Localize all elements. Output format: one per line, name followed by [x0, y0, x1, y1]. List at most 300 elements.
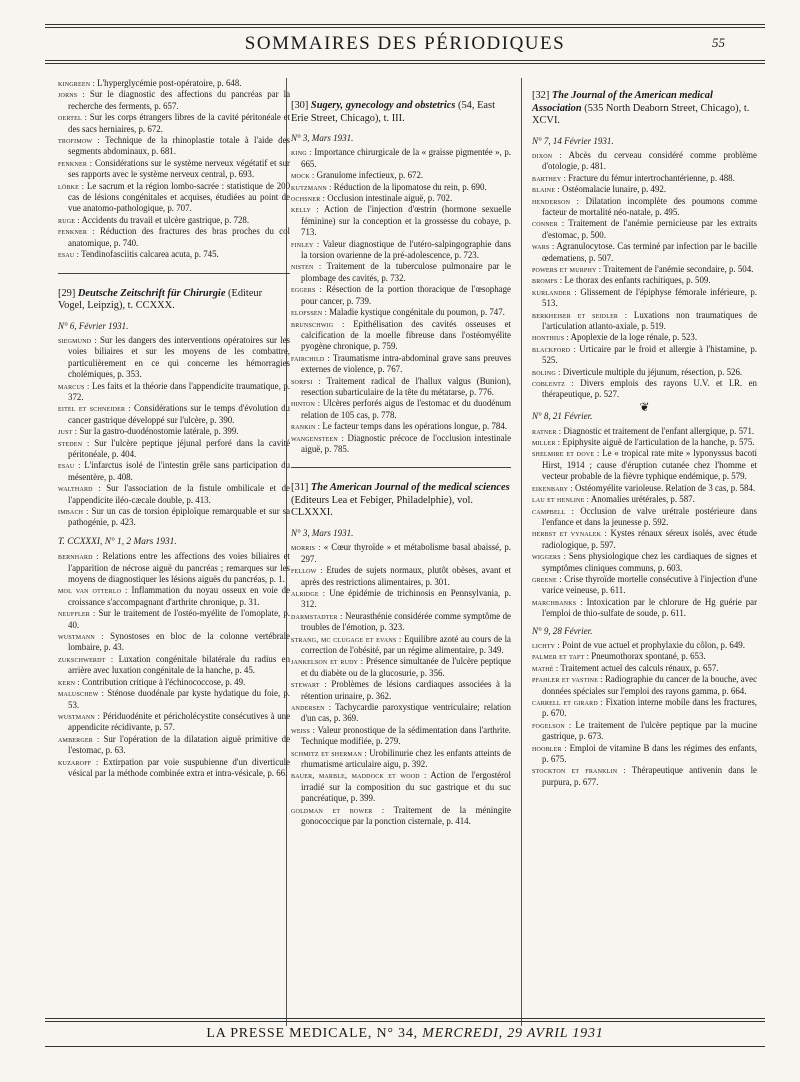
article-entry — [291, 770, 511, 804]
author-name: zukschwerdt : — [58, 654, 114, 664]
author-name: lau et henline : — [532, 495, 590, 505]
author-name: honthius : — [532, 333, 569, 343]
author-name: walthard : — [58, 484, 101, 494]
author-name: maluschew : — [58, 689, 105, 699]
author-name: campbell : — [532, 506, 575, 516]
article-title: Une épidémie de trichinosis en Pennsylvania, p. 312. — [301, 587, 511, 610]
article-title: Abcès du cerveau considéré comme problème d'otologie, p. 481. — [542, 149, 757, 172]
article-entry — [291, 542, 511, 565]
column-2 — [291, 78, 511, 827]
author-name: kern : — [58, 677, 80, 687]
article-title: Urobilinurie chez les enfants atteints de rhumatisme articulaire aigu, p. 392. — [301, 747, 511, 769]
article-title: Diagnostic et traitement de l'enfant allergique, p. 571. — [563, 425, 755, 436]
author-name: dixon : — [532, 150, 562, 160]
article-entry — [291, 656, 511, 679]
author-name: wangensteen : — [291, 433, 344, 443]
author-name: jankelson et rudy : — [291, 657, 364, 667]
article-title: Granulome infectieux, p. 672. — [316, 170, 424, 181]
article-entry — [291, 611, 511, 634]
article-title: Sur le diagnostic des affections du pancréas par la recherche des ferments, p. 657. — [68, 89, 291, 111]
article-entry — [291, 307, 511, 318]
author-name: steden : — [58, 438, 90, 448]
article-title: Radiographie du cancer de la bouche, avec données spéciales sur l'emploi des rayons gamma, p. 664. — [542, 674, 758, 696]
author-name: schmitz et sherman : — [291, 748, 367, 758]
article-title: Sens physiologique chez les cardiaques de signes et symptômes cliniques communs, p. 603. — [542, 551, 757, 573]
author-name: kurlander : — [532, 287, 577, 297]
author-name: mock : — [291, 171, 315, 181]
article-entry — [58, 89, 290, 112]
author-name: greene : — [532, 574, 562, 584]
article-title: Divers emplois des rayons U.V. et I.R. en thérapeutique, p. 527. — [542, 378, 757, 400]
author-name: shelmire et dove : — [532, 449, 600, 459]
article-entry — [58, 631, 290, 654]
header-rule-thin — [45, 63, 765, 64]
article-title: Fixation interne mobile dans les fractures, p. 670. — [542, 697, 757, 719]
article-title: Le traitement de l'ulcère peptique par la mucine gastrique, p. 673. — [542, 719, 758, 742]
entry-list — [58, 551, 290, 779]
article-title: Synostoses en bloc de la colonne vertébrale lombaire, p. 43. — [68, 631, 290, 653]
column-divider — [521, 78, 522, 1026]
article-entry — [532, 378, 757, 401]
article-entry — [58, 483, 290, 506]
journal-name: Sugery, gynecology and obstetrics — [310, 100, 456, 111]
top-rule — [45, 24, 765, 25]
article-title: Traumatisme intra-abdominal grave sans preuves externes de violence, p. 767. — [301, 352, 511, 375]
page-number: 55 — [712, 35, 725, 50]
article-title: Ulcères perforés aigus de l'estomac et du duodénum relation de 105 cas, p. 778. — [301, 398, 511, 420]
article-entry — [58, 551, 290, 585]
article-title: Considérations sur le système nerveux végétatif et sur ses rapports avec le système nerveux central, p. 693. — [68, 157, 290, 180]
article-title: Sur les dangers des interventions opératoires sur les voies biliaires et sur les moyens de les combattre, particulièrement en ce qui concerne les hémorragies cholémiques, p. 353. — [68, 334, 291, 380]
article-entry — [532, 765, 757, 788]
article-title: Fracture du fémur intertrochantérienne, p. 488. — [568, 172, 735, 183]
article-entry — [291, 702, 511, 725]
author-name: blackford : — [532, 344, 576, 354]
article-entry — [58, 734, 290, 757]
author-name: conner : — [532, 219, 565, 229]
article-entry — [532, 743, 757, 766]
article-title: Sur le traitement de l'ostéo-myélite de l'omoplate, p. 40. — [68, 608, 290, 630]
article-entry — [58, 249, 290, 260]
article-title: Sur un cas de torsion épiploïque remarquable et sur sa pathogénie, p. 423. — [68, 506, 291, 528]
author-name: eitel et schneider : — [58, 404, 131, 414]
entry-list — [532, 426, 757, 620]
article-title: Considérations sur le temps d'évolution du cancer gastrique développé sur l'ulcère, p. 390. — [68, 403, 290, 425]
section-separator — [58, 273, 290, 274]
journal-header — [532, 90, 757, 128]
journal-name: The Journal of the American medical Association — [532, 90, 713, 114]
article-entry — [532, 310, 757, 333]
article-entry — [532, 275, 757, 286]
journal-number: [31] — [291, 482, 309, 494]
article-entry — [291, 204, 511, 238]
author-name: miller : — [532, 438, 561, 448]
author-name: weiss : — [291, 725, 316, 735]
author-name: darmstadter : — [291, 611, 343, 621]
article-title: Résection de la portion thoracique de l'œsophage pour cancer, p. 739. — [301, 284, 511, 306]
issue-heading: N° 3, Mars 1931. — [291, 133, 354, 143]
article-entry — [532, 528, 757, 551]
author-name: stockton et franklin : — [532, 766, 626, 776]
article-title: Maladie kystique congénitale du poumon, p. 747. — [329, 307, 505, 318]
author-name: fogelson : — [532, 720, 572, 730]
author-name: stewart : — [291, 680, 327, 690]
article-title: Réduction des fractures des bras proches du col anatomique, p. 740. — [68, 226, 290, 248]
article-title: Ostéomalacie lunaire, p. 492. — [562, 184, 667, 195]
article-title: « Cœur thyroïde » et métabolisme basal abaissé, p. 297. — [301, 542, 511, 564]
article-entry — [532, 184, 757, 195]
article-entry — [532, 196, 757, 219]
article-entry — [58, 381, 290, 404]
article-entry — [58, 112, 290, 135]
article-entry — [532, 663, 757, 674]
article-entry — [532, 483, 757, 494]
entry-list — [532, 150, 757, 401]
top-rule-thin — [45, 27, 765, 28]
article-title: Tachycardie paroxystique ventriculaire; relation d'un cas, p. 369. — [301, 701, 511, 724]
article-entry — [532, 332, 757, 343]
article-entry — [532, 241, 757, 264]
author-name: brunschwig : — [291, 319, 345, 329]
author-name: marchbanks : — [532, 597, 583, 607]
article-entry — [58, 403, 290, 426]
author-name: löbke : — [58, 181, 85, 191]
article-entry — [291, 748, 511, 771]
article-entry — [532, 367, 757, 378]
article-title: Etudes de sujets normaux, plutôt obèses, avant et après des restrictions alimentaires, p. 301. — [301, 565, 511, 587]
journal-header — [291, 100, 511, 125]
article-title: Accidents du travail et ulcère gastrique, p. 728. — [81, 214, 250, 225]
journal-name: Deutsche Zeitschrift für Chirurgie — [77, 287, 226, 299]
author-name: strang, mc clugage et evans : — [291, 634, 402, 644]
author-name: pfahler et vastine : — [532, 675, 603, 685]
journal-number: [30] — [291, 100, 309, 111]
article-title: Equilibre azoté au cours de la correction de l'obésité, par un régime alimentaire, p. 349. — [301, 633, 511, 655]
article-title: Problèmes de lésions cardiaques associées à la rétention urinaire, p. 362. — [301, 679, 512, 701]
article-entry — [291, 193, 511, 204]
author-name: goldman et bower : — [291, 805, 385, 815]
author-name: bromfs : — [532, 276, 563, 286]
author-name: fenkner : — [58, 227, 95, 237]
author-name: wustmann : — [58, 711, 101, 721]
article-title: Emploi de vitamine B dans les régimes des enfants, p. 675. — [542, 742, 757, 765]
article-title: Importance chirurgicale de la « graisse pigmentée », p. 665. — [301, 147, 511, 169]
article-entry — [291, 170, 511, 181]
footer-number: N° 34, — [376, 1026, 418, 1041]
article-title: Neurasthénie considérée comme symptôme de troubles de l'émotion, p. 323. — [301, 610, 511, 633]
author-name: wiggers : — [532, 552, 566, 562]
header-rule — [45, 60, 765, 61]
article-title: Sténose duodénale par kyste hydatique du foie, p. 53. — [68, 688, 290, 710]
author-name: wars : — [532, 242, 555, 252]
article-entry — [291, 284, 511, 307]
author-name: nisten : — [291, 262, 322, 272]
article-title: Contribution critique à l'échinococcose, p. 49. — [81, 676, 246, 687]
issue-heading: N° 7, 14 Février 1931. — [532, 135, 614, 146]
article-title: Luxations non traumatiques de l'articulation atlanto-axiale, p. 519. — [542, 309, 758, 331]
article-title: Thérapeutique antivenin dans le purpura, p. 677. — [542, 765, 757, 787]
author-name: neuffler : — [58, 609, 96, 619]
article-title: Crise thyroïde mortelle consécutive à l'injection d'une varice veineuse, p. 611. — [542, 573, 758, 596]
issue-heading: N° 9, 28 Février. — [532, 625, 593, 636]
article-entry — [58, 677, 290, 688]
article-entry — [291, 319, 511, 353]
author-name: berkheiser et seidler : — [532, 310, 628, 320]
author-name: blaine : — [532, 185, 560, 195]
author-name: eikenbary : — [532, 483, 573, 493]
author-name: herbst et vynalek : — [532, 529, 607, 539]
article-title: L'hyperglycémie post-opératoire, p. 648. — [97, 78, 242, 88]
author-name: trofimow : — [58, 136, 100, 146]
author-name: esau : — [58, 461, 81, 471]
article-entry — [58, 78, 290, 89]
article-title: Traitement de l'anémie pernicieuse par les extraits d'estomac, p. 500. — [542, 218, 757, 240]
article-title: Extirpation par voie suspubienne d'un diverticule vésical par la méthode combinée extra et intra-vésicale, p. 66. — [68, 756, 290, 778]
article-title: Action de l'ergostérol irradié sur la composition du suc gastrique et du suc pancréatique, p. 399. — [301, 770, 511, 804]
issue-heading: N° 6, Février 1931. — [58, 320, 129, 331]
ornament-icon: ❦ — [639, 399, 650, 414]
article-entry — [58, 688, 290, 711]
author-name: amberger : — [58, 734, 100, 744]
article-entry — [291, 805, 511, 828]
author-name: powers et murphy : — [532, 264, 602, 274]
article-entry — [532, 674, 757, 697]
author-name: siegmund : — [58, 335, 97, 345]
article-entry — [58, 585, 290, 608]
entry-list — [58, 78, 290, 261]
author-name: elofssen : — [291, 308, 327, 318]
author-name: mol van otterlo : — [58, 586, 128, 596]
author-name: bauer, marble, maddock et wood : — [291, 771, 427, 781]
author-name: carrell et girard : — [532, 698, 603, 707]
article-entry — [532, 697, 757, 720]
page-footer — [45, 1026, 765, 1042]
article-entry — [291, 588, 511, 611]
article-entry — [291, 679, 511, 702]
article-entry — [532, 720, 757, 743]
author-name: ochsner : — [291, 194, 326, 204]
article-entry — [291, 353, 511, 376]
article-entry — [58, 158, 290, 181]
column-3 — [532, 78, 757, 788]
article-entry — [532, 506, 757, 529]
article-title: Sur les corps étrangers libres de la cavité péritonéale et des sacs herniaires, p. 672. — [68, 112, 290, 134]
article-title: Relations entre les affections des voies biliaires et l'apparition de nécrose aiguë du pancréas ; remarques sur les moyens de diagnostiquer les lésions aiguës du pancréas, p. 1. — [68, 551, 290, 585]
journal-info: (Editeur Vogel, Leipzig), t. CCXXX. — [58, 287, 263, 311]
article-entry — [291, 376, 511, 399]
author-name: ruge : — [58, 215, 80, 225]
article-title: L'infarctus isolé de l'intestin grêle sans participation du mésentère, p. 408. — [68, 460, 291, 482]
footer-rule-thin — [45, 1021, 765, 1022]
issue-heading: N° 8, 21 Février. — [532, 411, 593, 422]
article-entry — [532, 640, 757, 651]
author-name: finley : — [291, 239, 320, 249]
issue-heading: N° 3, Mars 1931. — [291, 527, 354, 538]
author-name: fellow : — [291, 566, 323, 576]
author-name: bernhard : — [58, 552, 99, 562]
section-separator — [291, 467, 511, 468]
article-title: Anomalies urétérales, p. 587. — [590, 494, 695, 505]
article-title: Le sacrum et la région lombo-sacrée : statistique de 200 cas de lésions congénitales et acquises, étudiées au point de vue anatomo-pathologique, p. 707. — [68, 180, 291, 214]
journal-info: (535 North Deaborn Street, Chicago), t. XCVI. — [532, 102, 750, 126]
article-entry — [58, 226, 290, 249]
article-title: Sur l'ulcère peptique jéjunal perforé dans la cavité péritonéale, p. 404. — [68, 437, 291, 459]
article-title: Inflammation du noyau osseux en voie de croissance s'accompagnant d'arthrite chronique, p. 31. — [68, 585, 291, 607]
article-title: Glissement de l'épiphyse fémorale inférieure, p. 513. — [542, 286, 758, 309]
footer-date: MERCREDI, 29 AVRIL 1931 — [422, 1026, 604, 1041]
article-title: Luxation congénitale bilatérale du radius en arrière avec luxation congénitale de la hanche, p. 45. — [68, 653, 291, 676]
article-entry — [532, 574, 757, 597]
journal-header — [291, 482, 511, 520]
article-entry — [58, 608, 290, 631]
author-name: kuzaroff : — [58, 757, 99, 767]
article-title: Kystes rénaux séreux isolés, avec étude radiologique, p. 597. — [542, 528, 757, 550]
article-title: Traitement de la tuberculose pulmonaire par le plombage des cavités, p. 732. — [301, 261, 511, 283]
author-name: imbach : — [58, 507, 89, 516]
article-title: Présence simultanée de l'ulcère peptique et du diabète ou de la glucosurie, p. 356. — [301, 656, 511, 678]
author-name: marcus : — [58, 381, 90, 391]
article-entry — [532, 287, 757, 310]
entry-list — [291, 542, 511, 827]
article-entry — [291, 239, 511, 262]
article-title: Valeur pronostique de la sédimentation dans l'arthrite. Technique modifiée, p. 279. — [301, 724, 512, 747]
article-title: Traitement actuel des calculs rénaux, p. 657. — [560, 662, 719, 673]
author-name: boling : — [532, 367, 561, 377]
article-title: Occlusion de valve urétrale postérieure dans l'enfance et dans la jeunesse p. 592. — [542, 505, 758, 527]
article-entry — [291, 147, 511, 170]
author-name: just : — [58, 427, 78, 437]
author-name: lichty : — [532, 640, 560, 650]
article-title: Sur la gastro-duodénostomie latérale, p. 399. — [79, 426, 239, 437]
author-name: ratner : — [532, 426, 562, 436]
author-name: rankin : — [291, 422, 321, 432]
article-entry — [532, 494, 757, 505]
author-name: kutzmann : — [291, 182, 332, 192]
article-title: Intoxication par le chlorure de Hg guérie par l'emploi de thio-sulfate de soude, p. 611. — [542, 596, 758, 619]
article-title: Point de vue actuel et prophylaxie du côlon, p. 649. — [562, 639, 745, 650]
article-entry — [532, 551, 757, 574]
article-entry — [291, 421, 511, 432]
article-entry — [58, 181, 290, 215]
footer-bottom-rule — [45, 1046, 765, 1047]
article-title: Diagnostic précoce de l'occlusion intestinale aiguë, p. 785. — [301, 432, 512, 454]
footer-journal: LA PRESSE MEDICALE, — [206, 1026, 373, 1041]
article-entry — [532, 344, 757, 367]
author-name: hinton : — [291, 399, 321, 409]
author-name: morris : — [291, 543, 321, 553]
article-title: Epiphysite aiguë de l'articulation de la hanche, p. 575. — [562, 437, 755, 448]
article-title: Diverticule multiple du jéjunum, résection, p. 526. — [562, 366, 743, 377]
article-entry — [532, 448, 757, 482]
author-name: fairchild : — [291, 353, 330, 363]
author-name: kelly : — [291, 205, 319, 215]
article-entry — [58, 506, 290, 529]
author-name: wustmann : — [58, 632, 104, 642]
article-entry — [532, 597, 757, 620]
journal-name: The American Journal of the medical sciences — [310, 482, 510, 494]
article-entry — [291, 261, 511, 284]
article-title: Tendinofasciitis calcarea acuta, p. 745. — [81, 249, 219, 260]
article-entry — [58, 426, 290, 437]
entry-list — [291, 147, 511, 455]
author-name: sorfsi : — [291, 376, 321, 386]
journal-info: (54, East Erie Street, Chicago), t. III. — [291, 100, 495, 124]
article-title: Périduodénite et péricholécystite consécutives à une appendicite récidivante, p. 57. — [68, 710, 291, 733]
entry-list — [532, 640, 757, 788]
article-title: Traitement radical de l'hallux valgus (Bunion), resection subarticulaire de la tête du métatarse, p. 776. — [301, 375, 512, 397]
author-name: mathé : — [532, 663, 559, 673]
article-title: Agranulocytose. Cas terminé par infection par le bacille œdematiens, p. 507. — [542, 241, 757, 263]
article-entry — [291, 182, 511, 193]
author-name: jorns : — [58, 90, 85, 100]
author-name: alridge : — [291, 588, 326, 598]
article-entry — [58, 654, 290, 677]
entry-list — [58, 335, 290, 529]
author-name: oertel : — [58, 113, 87, 123]
article-title: Traitement de la méningite gonococcique par la ponction cisternale, p. 414. — [301, 804, 511, 827]
journal-number: [32] — [532, 90, 550, 101]
journal-number: [29] — [58, 287, 76, 299]
author-name: henderson : — [532, 196, 580, 206]
author-name: coblentz : — [532, 379, 574, 389]
article-title: Réduction de la lipomatose du rein, p. 690. — [333, 181, 487, 192]
article-entry — [291, 398, 511, 421]
article-title: Le « tropical rate mite » lyponyssus bacoti Hirst, 1914 ; cause d'éruption cutanée chez l'homme et vecteur probable de la fièvre typhique endémique, p. 579. — [542, 448, 757, 482]
article-title: Le thorax des enfants rachitiques, p. 509. — [564, 275, 711, 286]
article-title: Ostéomyélite varioleuse. Relation de 3 cas, p. 584. — [574, 482, 756, 493]
article-title: Les faits et la théorie dans l'appendicite traumatique, p. 372. — [68, 380, 290, 402]
article-title: Dilatation incomplète des poumons comme facteur de mortalité néo-natale, p. 495. — [542, 195, 758, 217]
article-title: Urticaire par le froid et allergie à l'histamine, p. 525. — [542, 343, 758, 366]
article-title: Occlusion intestinale aiguë, p. 702. — [327, 193, 453, 204]
article-entry — [58, 335, 290, 381]
article-entry — [291, 725, 511, 748]
article-entry — [58, 460, 290, 483]
page-title: SOMMAIRES DES PÉRIODIQUES — [244, 33, 566, 54]
author-name: king : — [291, 148, 312, 158]
footer-rule — [45, 1018, 765, 1019]
author-name: eggers : — [291, 285, 322, 295]
article-entry — [532, 437, 757, 448]
author-name: fenkner : — [58, 158, 93, 168]
article-entry — [532, 651, 757, 662]
article-entry — [532, 173, 757, 184]
article-entry — [58, 757, 290, 780]
article-entry — [532, 426, 757, 437]
column-1 — [58, 78, 290, 779]
article-title: Epithélisation des cavités osseuses et calcification de la moelle fibreuse dans l'ostéomyélite pyogène chronique, p. 759. — [301, 318, 511, 352]
article-title: Le facteur temps dans les opérations longue, p. 784. — [322, 421, 507, 432]
journal-header — [58, 288, 290, 313]
article-entry — [291, 433, 511, 456]
author-name: esau : — [58, 250, 80, 260]
article-entry — [58, 135, 290, 158]
article-title: Sur l'association de la fistule ombilicale et de l'appendicite iléo-cæcale double, p. 413. — [68, 483, 290, 505]
author-name: barthey : — [532, 173, 566, 183]
issue-heading: T. CCXXXI, N° 1, 2 Mars 1931. — [58, 536, 177, 547]
article-entry — [291, 565, 511, 588]
article-entry — [58, 711, 290, 734]
article-entry — [532, 264, 757, 275]
article-title: Technique de la rhinoplastie totale à l'aide des segments abdominaux, p. 681. — [68, 135, 290, 157]
author-name: andersen : — [291, 702, 332, 712]
author-name: kingreen : — [58, 79, 95, 88]
article-entry — [532, 150, 757, 173]
article-entry — [291, 634, 511, 657]
article-entry — [532, 218, 757, 241]
article-title: Valeur diagnostique de l'utéro-salpingographie dans la torsion ovarienne de la pré-adolescence, p. 723. — [301, 238, 512, 261]
article-title: Pneumothorax spontané, p. 653. — [591, 651, 706, 662]
